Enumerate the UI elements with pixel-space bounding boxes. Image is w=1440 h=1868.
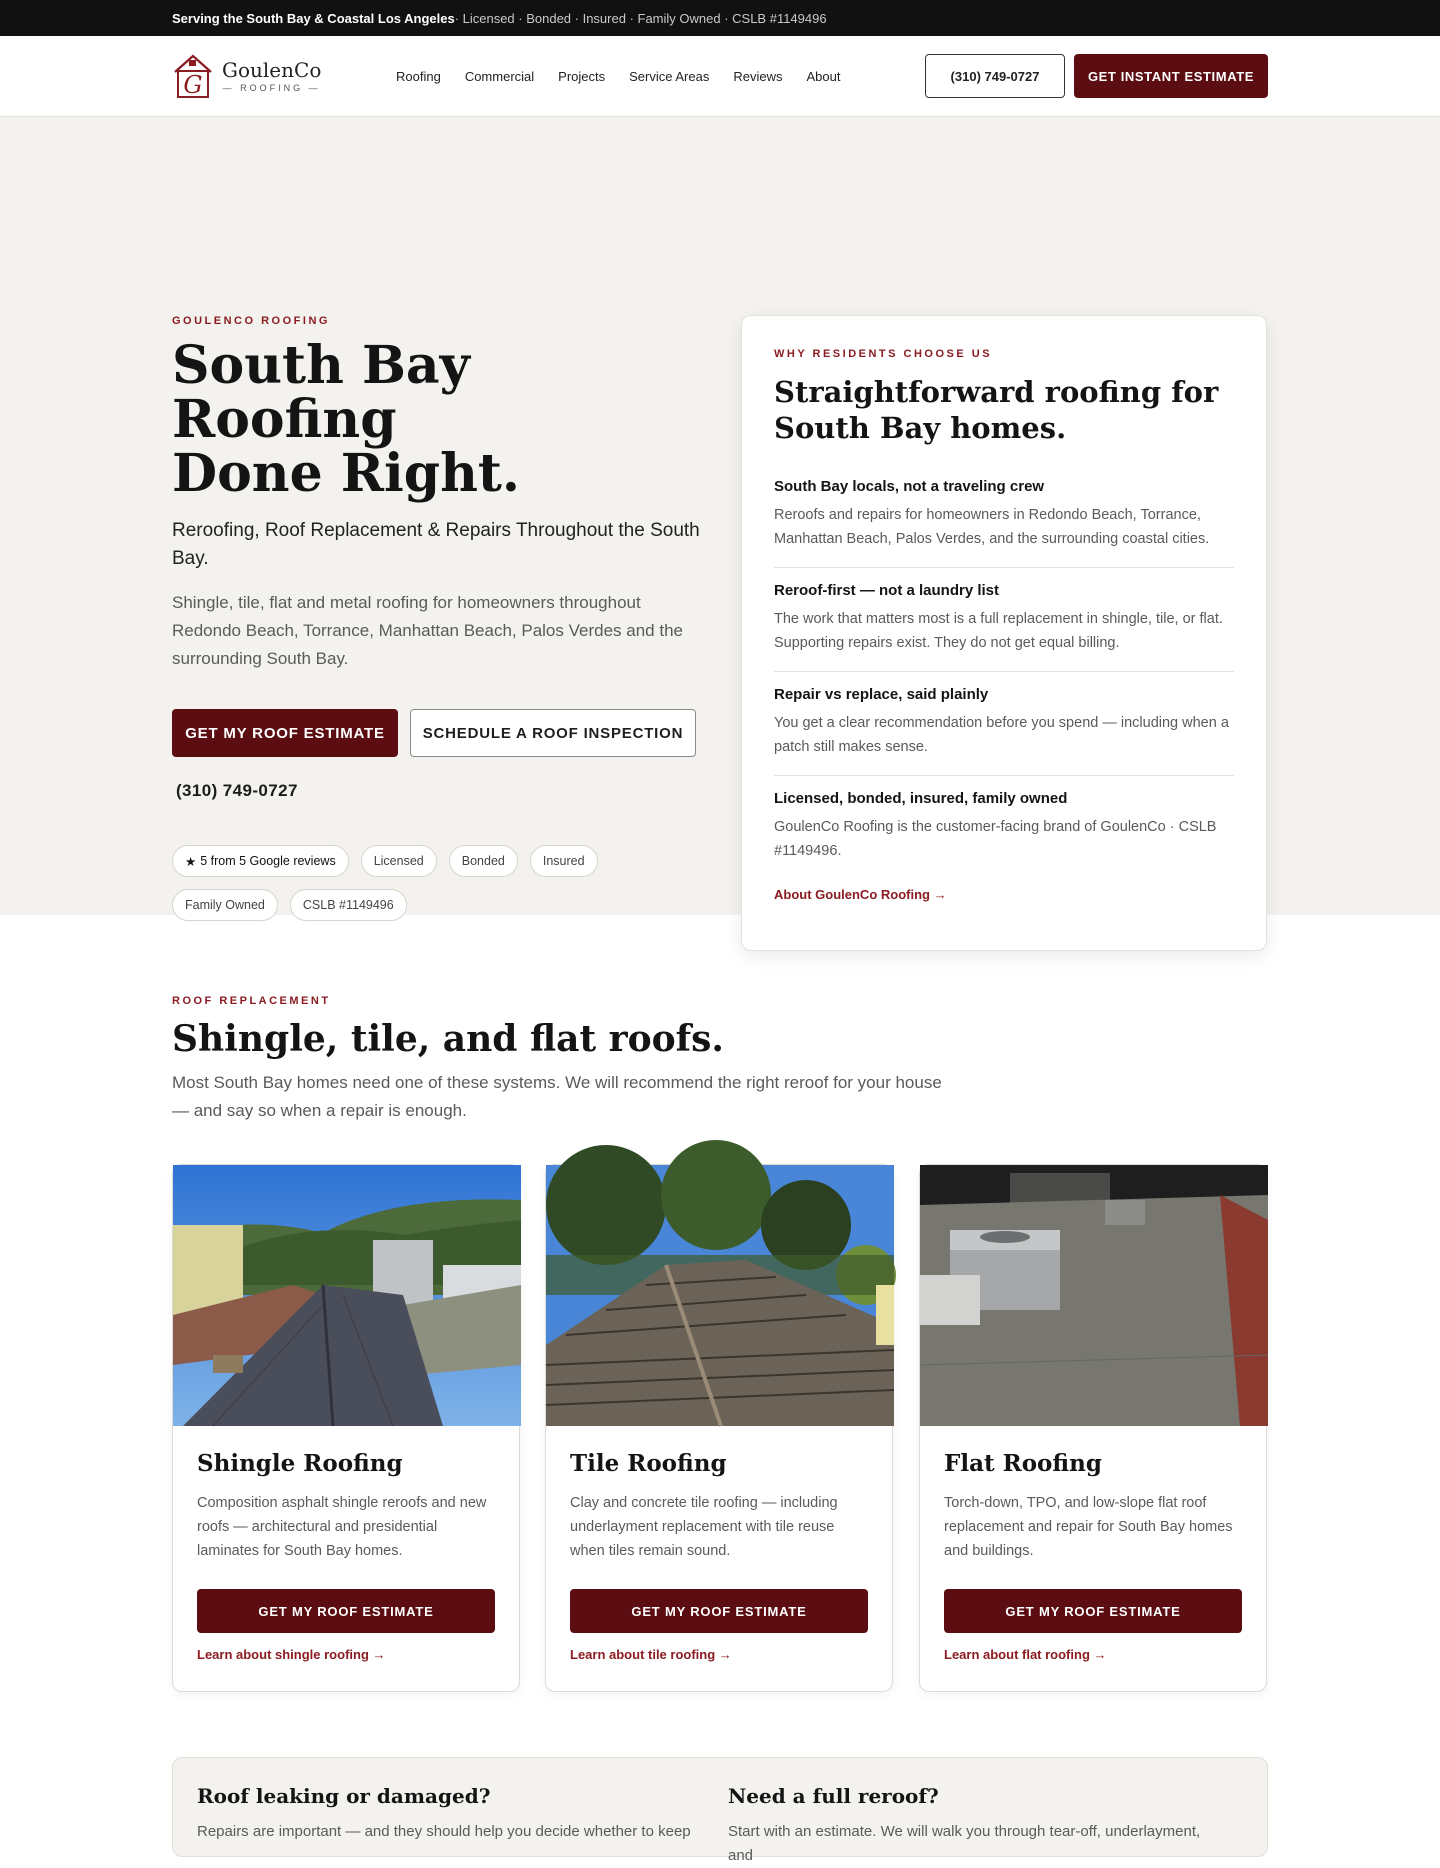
why-item <box>774 464 1234 568</box>
hero-title-line-1: South Bay Roofing <box>172 335 470 450</box>
services-description: Most South Bay homes need one of these systems. We will recommend the right reroof for your house — and say so when a repair is enough. <box>172 1073 942 1120</box>
hero-phone-link[interactable]: (310) 749-0727 <box>176 781 298 800</box>
shingle-learn-link[interactable]: Learn about shingle roofing → <box>197 1647 386 1662</box>
flat-roof-photo <box>920 1165 1266 1426</box>
services-eyebrow: ROOF REPLACEMENT <box>172 995 331 1007</box>
tile-roof-photo <box>546 1165 892 1426</box>
card-text: Clay and concrete tile roofing — including underlayment replacement with tile reuse when tiles remain sound. <box>570 1495 838 1559</box>
why-choose-us-card <box>741 315 1267 951</box>
why-item-text: The work that matters most is a full replacement in shingle, tile, or flat. Supporting repairs exist. They do not get equal billing. <box>774 611 1223 651</box>
card-title: Shingle Roofing <box>197 1450 403 1477</box>
services-section <box>0 915 1440 1864</box>
nav-reviews[interactable]: Reviews <box>733 68 783 84</box>
licensed-badge: Licensed <box>361 845 437 877</box>
why-item-title: Reroof-first — not a laundry list <box>774 582 1000 599</box>
hero-description: Shingle, tile, flat and metal roofing for homeowners throughout Redondo Beach, Torrance, Manhattan Beach, Palos Verdes and the surrounding South Bay. <box>172 593 683 668</box>
nav-service-areas[interactable]: Service Areas <box>629 68 710 84</box>
leak-text: Repairs are important — and they should help you decide whether to keep <box>197 1823 691 1840</box>
schedule-inspection-button[interactable]: SCHEDULE A ROOF INSPECTION <box>410 709 696 757</box>
card-title: Tile Roofing <box>570 1450 727 1477</box>
why-item <box>774 776 1234 879</box>
star-icon: ★ <box>185 854 197 869</box>
insured-badge: Insured <box>530 845 598 877</box>
hero-title-line-2: Done Right. <box>172 443 521 504</box>
hero-eyebrow: GOULENCO ROOFING <box>172 315 330 327</box>
cslb-badge: CSLB #1149496 <box>290 889 407 921</box>
why-item-title: Licensed, bonded, insured, family owned <box>774 790 1068 807</box>
card-text: Torch-down, TPO, and low-slope flat roof replacement and repair for South Bay homes and buildings. <box>944 1495 1233 1559</box>
header-phone-button[interactable]: (310) 749-0727 <box>925 54 1065 98</box>
site-header <box>0 36 1440 117</box>
nav-about[interactable]: About <box>806 68 841 84</box>
flat-learn-link[interactable]: Learn about flat roofing → <box>944 1647 1107 1662</box>
shingle-estimate-button[interactable]: GET MY ROOF ESTIMATE <box>197 1589 495 1633</box>
why-item <box>774 672 1234 776</box>
card-text: Composition asphalt shingle reroofs and new roofs — architectural and presidential laminates for South Bay homes. <box>197 1495 487 1559</box>
svg-text:G: G <box>183 71 203 99</box>
tile-roofing-card <box>545 1164 893 1692</box>
services-title: Shingle, tile, and flat roofs. <box>172 1018 724 1060</box>
why-item-title: Repair vs replace, said plainly <box>774 686 989 703</box>
why-item-title: South Bay locals, not a traveling crew <box>774 478 1045 495</box>
nav-roofing[interactable]: Roofing <box>396 68 441 84</box>
house-g-logo-icon <box>172 52 214 100</box>
nav-commercial[interactable]: Commercial <box>464 68 535 84</box>
bonded-badge: Bonded <box>449 845 518 877</box>
why-item-text: You get a clear recommendation before you spend — including when a patch still makes sense. <box>774 715 1229 755</box>
tile-estimate-button[interactable]: GET MY ROOF ESTIMATE <box>570 1589 868 1633</box>
reroof-title: Need a full reroof? <box>728 1784 939 1808</box>
service-area-text: Serving the South Bay & Coastal Los Angeles <box>172 10 455 26</box>
brand-logo[interactable] <box>172 52 396 100</box>
credentials-text: · Licensed · Bonded · Insured · Family Owned · CSLB #1149496 <box>454 10 827 26</box>
reviews-badge-label: 5 from 5 Google reviews <box>200 854 336 868</box>
tile-learn-link[interactable]: Learn about tile roofing → <box>570 1647 732 1662</box>
trust-badges <box>172 845 652 921</box>
card-title: Flat Roofing <box>944 1450 1102 1477</box>
flat-estimate-button[interactable]: GET MY ROOF ESTIMATE <box>944 1589 1242 1633</box>
nav-projects[interactable]: Projects <box>558 68 606 84</box>
why-item <box>774 568 1234 672</box>
shingle-roof-photo <box>173 1165 519 1426</box>
reroof-text: Start with an estimate. We will walk you through tear-off, underlayment, and <box>728 1823 1201 1864</box>
brand-subtitle: — ROOFING — <box>222 83 321 93</box>
hero-section <box>0 117 1440 915</box>
main-nav <box>396 69 840 84</box>
repair-vs-reroof-box <box>172 1757 1268 1864</box>
family-owned-badge: Family Owned <box>172 889 278 921</box>
flat-roofing-card <box>919 1164 1267 1692</box>
why-eyebrow: WHY RESIDENTS CHOOSE US <box>774 348 993 360</box>
brand-name: GoulenCo <box>222 58 322 82</box>
get-estimate-button[interactable]: GET MY ROOF ESTIMATE <box>172 709 398 757</box>
why-item-text: GoulenCo Roofing is the customer-facing brand of GoulenCo · CSLB #1149496. <box>774 819 1217 859</box>
leak-title: Roof leaking or damaged? <box>197 1784 491 1808</box>
about-link[interactable]: About GoulenCo Roofing → <box>774 887 947 902</box>
shingle-roofing-card <box>172 1164 520 1692</box>
header-estimate-button[interactable]: GET INSTANT ESTIMATE <box>1074 54 1268 98</box>
top-announcement-bar <box>0 0 1440 36</box>
why-title: Straightforward roofing for South Bay homes. <box>774 375 1219 445</box>
hero-title <box>172 335 702 504</box>
hero-subtitle: Reroofing, Roof Replacement & Repairs Throughout the South Bay. <box>172 520 700 569</box>
why-item-text: Reroofs and repairs for homeowners in Redondo Beach, Torrance, Manhattan Beach, Palos Verdes, and the surrounding coastal cities. <box>774 507 1210 547</box>
reviews-badge[interactable] <box>172 845 349 877</box>
